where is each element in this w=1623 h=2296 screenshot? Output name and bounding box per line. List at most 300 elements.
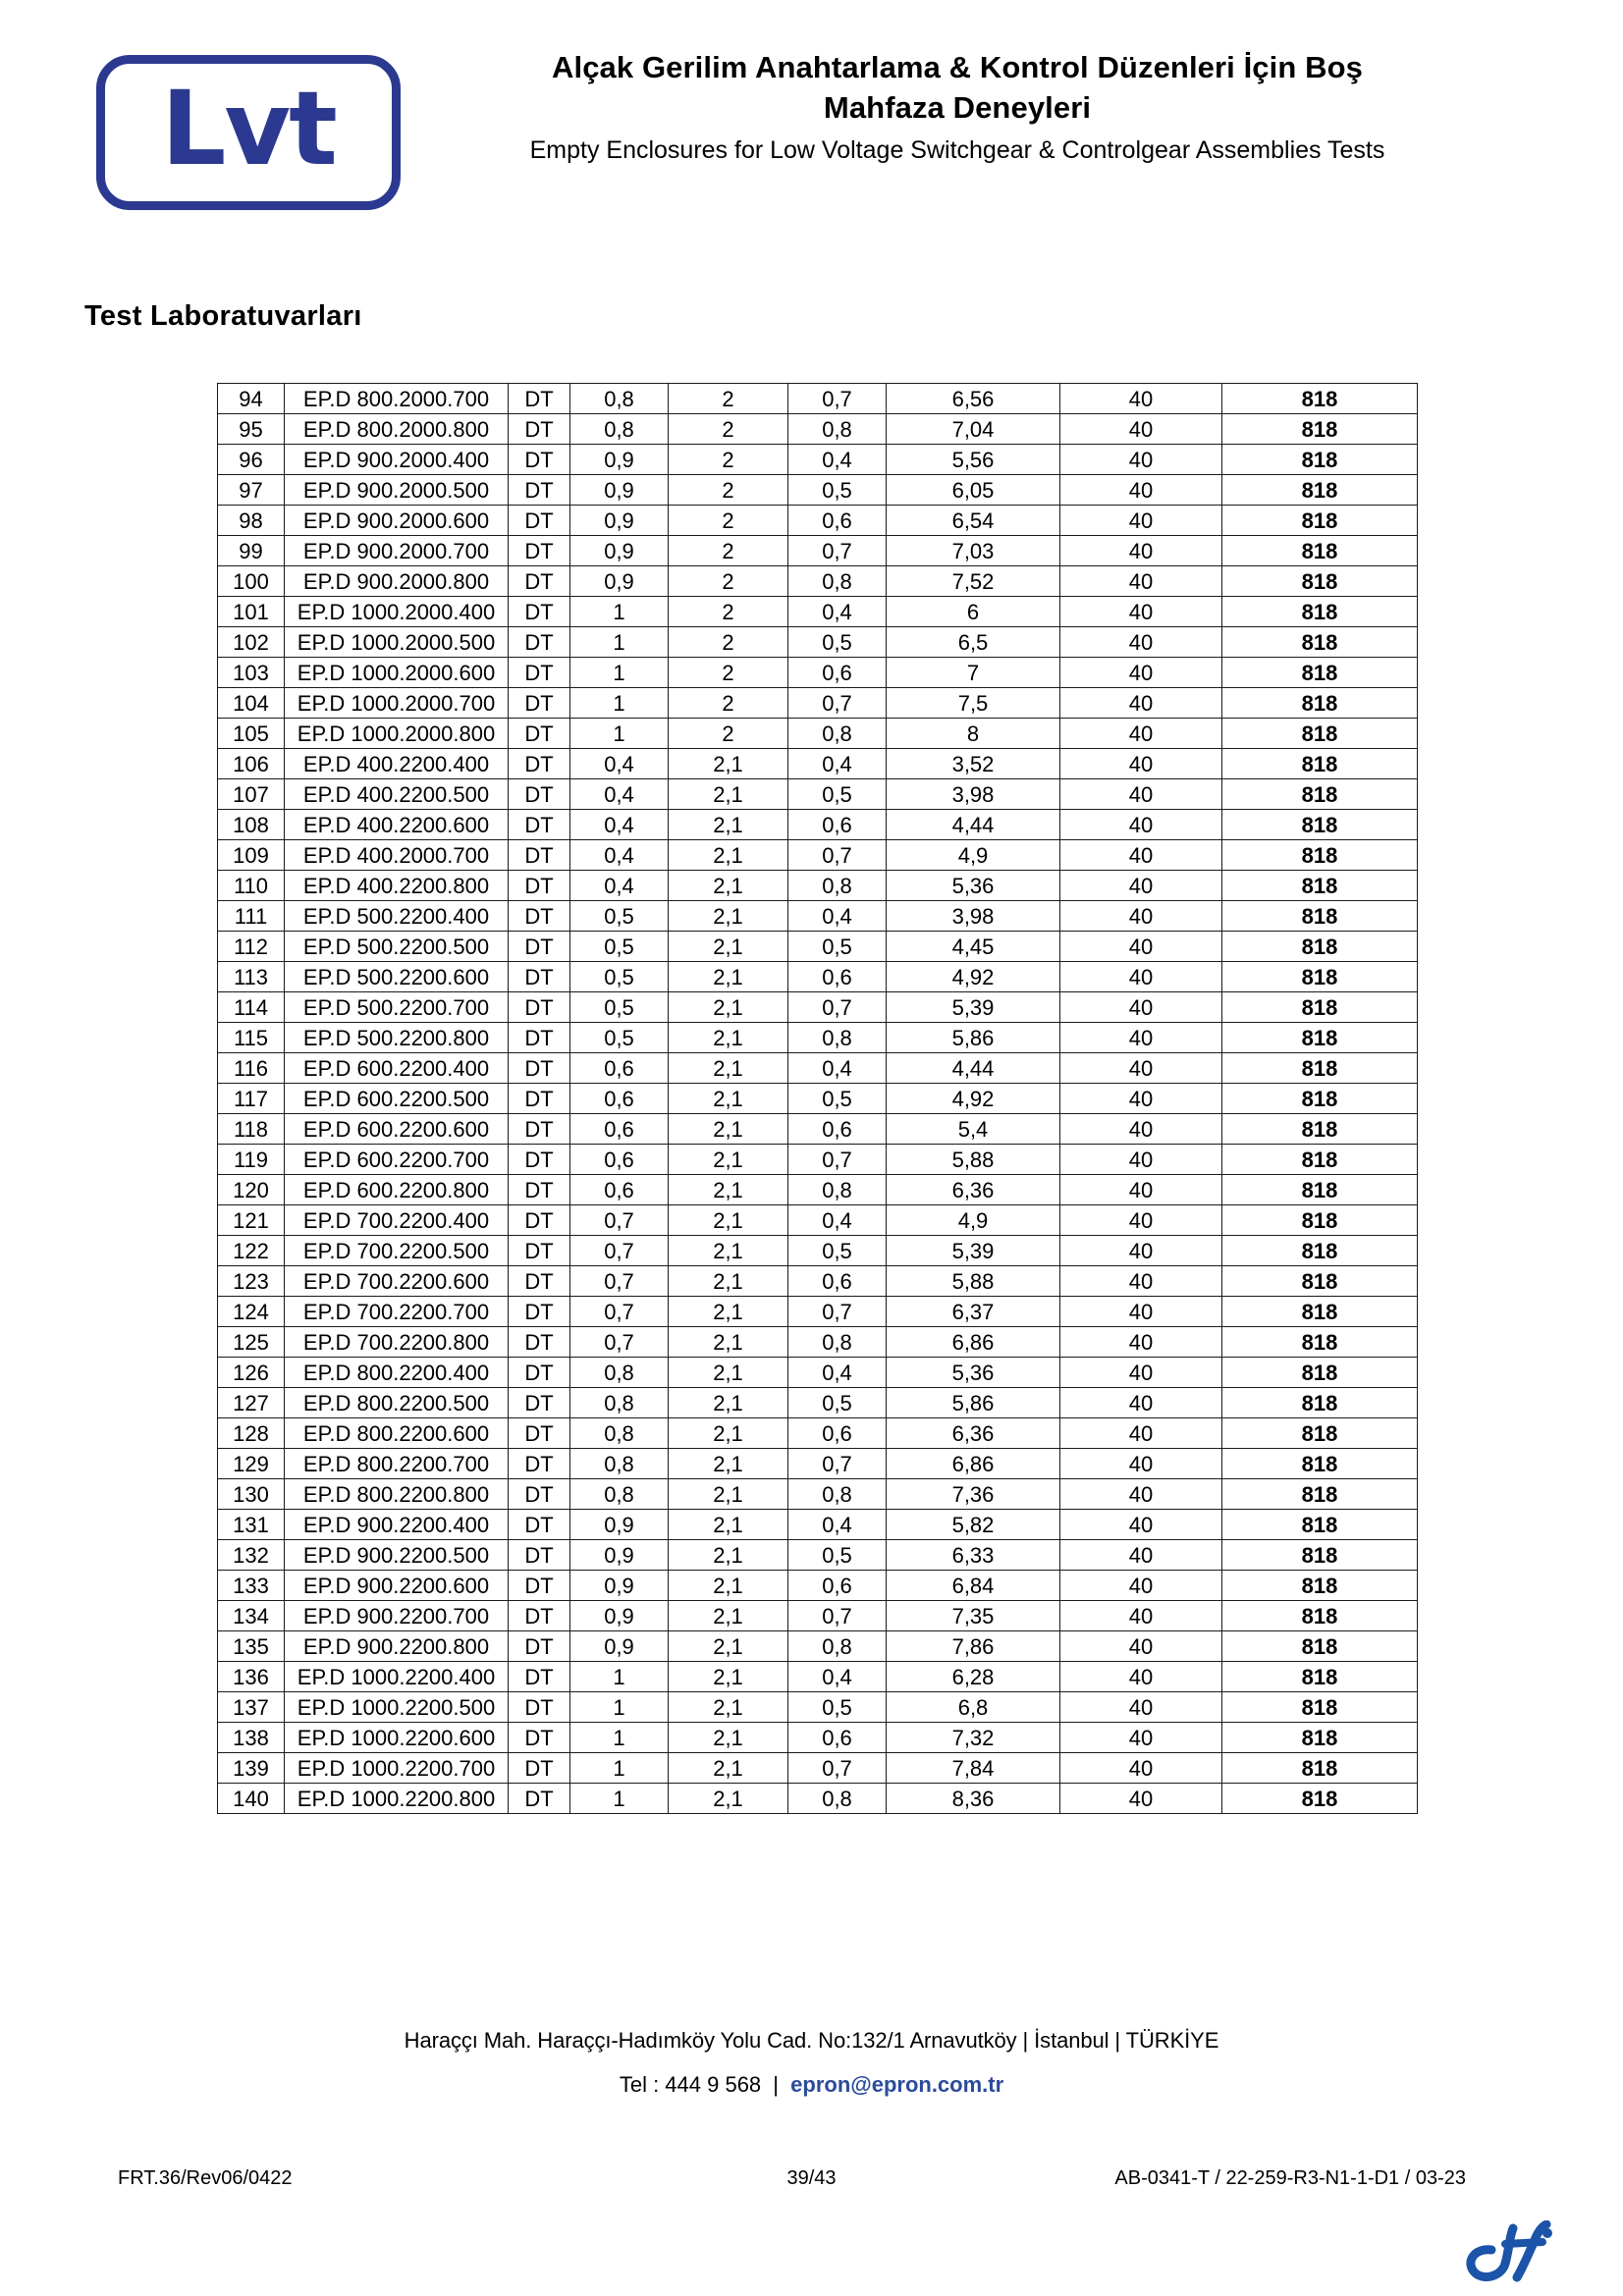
- surface-area: 6,28: [887, 1662, 1060, 1692]
- test-result: 818: [1222, 1571, 1418, 1601]
- mass-kg: 40: [1060, 901, 1222, 932]
- height-m: 2,1: [669, 1510, 788, 1540]
- height-m: 2,1: [669, 1479, 788, 1510]
- width-m: 0,9: [570, 566, 669, 597]
- surface-area: 6,54: [887, 506, 1060, 536]
- product-code: EP.D 1000.2200.700: [285, 1753, 509, 1784]
- table-row: [218, 597, 1418, 627]
- depth-m: 0,4: [788, 1358, 887, 1388]
- surface-area: 4,9: [887, 1205, 1060, 1236]
- test-result: 818: [1222, 901, 1418, 932]
- test-type: DT: [509, 1358, 570, 1388]
- test-type: DT: [509, 1418, 570, 1449]
- test-result: 818: [1222, 1114, 1418, 1145]
- product-code: EP.D 1000.2000.400: [285, 597, 509, 627]
- width-m: 0,4: [570, 749, 669, 779]
- test-type: DT: [509, 1175, 570, 1205]
- width-m: 0,7: [570, 1205, 669, 1236]
- product-code: EP.D 500.2200.500: [285, 932, 509, 962]
- test-result: 818: [1222, 566, 1418, 597]
- surface-area: 6,05: [887, 475, 1060, 506]
- width-m: 0,8: [570, 1388, 669, 1418]
- row-number: 107: [218, 779, 285, 810]
- mass-kg: 40: [1060, 962, 1222, 992]
- width-m: 0,5: [570, 1023, 669, 1053]
- test-type: DT: [509, 901, 570, 932]
- test-type: DT: [509, 1266, 570, 1297]
- row-number: 133: [218, 1571, 285, 1601]
- test-type: DT: [509, 658, 570, 688]
- depth-m: 0,4: [788, 1205, 887, 1236]
- contact-separator: |: [773, 2072, 780, 2097]
- height-m: 2,1: [669, 1266, 788, 1297]
- surface-area: 6,8: [887, 1692, 1060, 1723]
- table-row: [218, 779, 1418, 810]
- product-code: EP.D 900.2000.400: [285, 445, 509, 475]
- depth-m: 0,5: [788, 779, 887, 810]
- surface-area: 5,86: [887, 1388, 1060, 1418]
- surface-area: 4,44: [887, 1053, 1060, 1084]
- depth-m: 0,8: [788, 871, 887, 901]
- height-m: 2,1: [669, 1388, 788, 1418]
- mass-kg: 40: [1060, 1601, 1222, 1631]
- contact-tel: Tel : 444 9 568: [619, 2072, 762, 2097]
- product-code: EP.D 500.2200.800: [285, 1023, 509, 1053]
- test-type: DT: [509, 1510, 570, 1540]
- row-number: 119: [218, 1145, 285, 1175]
- product-code: EP.D 900.2200.500: [285, 1540, 509, 1571]
- depth-m: 0,6: [788, 658, 887, 688]
- product-code: EP.D 1000.2000.500: [285, 627, 509, 658]
- mass-kg: 40: [1060, 779, 1222, 810]
- test-result: 818: [1222, 1753, 1418, 1784]
- test-type: DT: [509, 384, 570, 414]
- mass-kg: 40: [1060, 1753, 1222, 1784]
- table-row: [218, 1540, 1418, 1571]
- product-code: EP.D 700.2200.600: [285, 1266, 509, 1297]
- test-result: 818: [1222, 1266, 1418, 1297]
- test-result: 818: [1222, 932, 1418, 962]
- depth-m: 0,5: [788, 1084, 887, 1114]
- depth-m: 0,8: [788, 719, 887, 749]
- mass-kg: 40: [1060, 719, 1222, 749]
- width-m: 0,8: [570, 414, 669, 445]
- test-result: 818: [1222, 1662, 1418, 1692]
- surface-area: 3,52: [887, 749, 1060, 779]
- height-m: 2,1: [669, 779, 788, 810]
- row-number: 126: [218, 1358, 285, 1388]
- surface-area: 5,39: [887, 1236, 1060, 1266]
- surface-area: 4,9: [887, 840, 1060, 871]
- surface-area: 5,36: [887, 1358, 1060, 1388]
- table-body: [218, 384, 1418, 1814]
- test-type: DT: [509, 1084, 570, 1114]
- mass-kg: 40: [1060, 1114, 1222, 1145]
- height-m: 2,1: [669, 840, 788, 871]
- test-type: DT: [509, 779, 570, 810]
- height-m: 2: [669, 384, 788, 414]
- row-number: 117: [218, 1084, 285, 1114]
- test-result: 818: [1222, 1388, 1418, 1418]
- depth-m: 0,4: [788, 445, 887, 475]
- table-row: [218, 1753, 1418, 1784]
- footer-report-code: AB-0341-T / 22-259-R3-N1-1-D1 / 03-23: [1114, 2167, 1466, 2189]
- depth-m: 0,5: [788, 1540, 887, 1571]
- width-m: 0,9: [570, 1631, 669, 1662]
- width-m: 0,6: [570, 1114, 669, 1145]
- row-number: 127: [218, 1388, 285, 1418]
- width-m: 0,4: [570, 871, 669, 901]
- row-number: 99: [218, 536, 285, 566]
- width-m: 0,5: [570, 992, 669, 1023]
- depth-m: 0,4: [788, 1510, 887, 1540]
- product-code: EP.D 800.2200.400: [285, 1358, 509, 1388]
- test-type: DT: [509, 414, 570, 445]
- test-type: DT: [509, 810, 570, 840]
- width-m: 1: [570, 1753, 669, 1784]
- row-number: 130: [218, 1479, 285, 1510]
- product-code: EP.D 400.2200.600: [285, 810, 509, 840]
- table-row: [218, 1084, 1418, 1114]
- mass-kg: 40: [1060, 810, 1222, 840]
- depth-m: 0,5: [788, 1692, 887, 1723]
- product-code: EP.D 500.2200.400: [285, 901, 509, 932]
- width-m: 0,6: [570, 1145, 669, 1175]
- product-code: EP.D 800.2000.800: [285, 414, 509, 445]
- product-code: EP.D 900.2000.500: [285, 475, 509, 506]
- width-m: 0,9: [570, 475, 669, 506]
- row-number: 106: [218, 749, 285, 779]
- product-code: EP.D 700.2200.400: [285, 1205, 509, 1236]
- height-m: 2,1: [669, 1601, 788, 1631]
- surface-area: 6,5: [887, 627, 1060, 658]
- product-code: EP.D 600.2200.500: [285, 1084, 509, 1114]
- title-block: [432, 47, 1483, 168]
- height-m: 2,1: [669, 1784, 788, 1814]
- table-row: [218, 1418, 1418, 1449]
- row-number: 114: [218, 992, 285, 1023]
- height-m: 2,1: [669, 901, 788, 932]
- height-m: 2,1: [669, 1236, 788, 1266]
- product-code: EP.D 900.2000.700: [285, 536, 509, 566]
- test-result: 818: [1222, 597, 1418, 627]
- lvt-logo: [96, 55, 401, 210]
- product-code: EP.D 700.2200.700: [285, 1297, 509, 1327]
- width-m: 0,6: [570, 1175, 669, 1205]
- test-result: 818: [1222, 1479, 1418, 1510]
- table-row: [218, 1053, 1418, 1084]
- test-type: DT: [509, 475, 570, 506]
- test-result: 818: [1222, 1631, 1418, 1662]
- depth-m: 0,7: [788, 1601, 887, 1631]
- depth-m: 0,6: [788, 810, 887, 840]
- test-result: 818: [1222, 1023, 1418, 1053]
- depth-m: 0,8: [788, 414, 887, 445]
- width-m: 0,7: [570, 1297, 669, 1327]
- footer-page-number: 39/43: [786, 2167, 837, 2189]
- surface-area: 7,36: [887, 1479, 1060, 1510]
- test-result: 818: [1222, 536, 1418, 566]
- mass-kg: 40: [1060, 992, 1222, 1023]
- width-m: 0,8: [570, 1479, 669, 1510]
- table-row: [218, 536, 1418, 566]
- height-m: 2,1: [669, 1084, 788, 1114]
- test-type: DT: [509, 1631, 570, 1662]
- row-number: 135: [218, 1631, 285, 1662]
- width-m: 0,9: [570, 445, 669, 475]
- mass-kg: 40: [1060, 445, 1222, 475]
- mass-kg: 40: [1060, 627, 1222, 658]
- depth-m: 0,4: [788, 1053, 887, 1084]
- table-row: [218, 414, 1418, 445]
- surface-area: 8: [887, 719, 1060, 749]
- page-footer: [0, 2167, 1623, 2207]
- product-code: EP.D 500.2200.700: [285, 992, 509, 1023]
- depth-m: 0,6: [788, 1418, 887, 1449]
- width-m: 1: [570, 597, 669, 627]
- table-row: [218, 1449, 1418, 1479]
- test-type: DT: [509, 840, 570, 871]
- table-row: [218, 1297, 1418, 1327]
- height-m: 2: [669, 536, 788, 566]
- height-m: 2,1: [669, 810, 788, 840]
- test-result: 818: [1222, 1692, 1418, 1723]
- dt-logo-dot: [1542, 2228, 1552, 2238]
- row-number: 116: [218, 1053, 285, 1084]
- test-type: DT: [509, 1297, 570, 1327]
- depth-m: 0,5: [788, 932, 887, 962]
- surface-area: 7,03: [887, 536, 1060, 566]
- product-code: EP.D 900.2200.700: [285, 1601, 509, 1631]
- mass-kg: 40: [1060, 1084, 1222, 1114]
- test-result: 818: [1222, 627, 1418, 658]
- table-row: [218, 566, 1418, 597]
- mass-kg: 40: [1060, 932, 1222, 962]
- test-type: DT: [509, 1540, 570, 1571]
- row-number: 122: [218, 1236, 285, 1266]
- document-title-line-1: Alçak Gerilim Anahtarlama & Kontrol Düzenleri İçin Boş: [552, 50, 1363, 84]
- depth-m: 0,7: [788, 536, 887, 566]
- test-result: 818: [1222, 749, 1418, 779]
- test-type: DT: [509, 1053, 570, 1084]
- table-row: [218, 658, 1418, 688]
- table-row: [218, 475, 1418, 506]
- mass-kg: 40: [1060, 1571, 1222, 1601]
- row-number: 134: [218, 1601, 285, 1631]
- row-number: 111: [218, 901, 285, 932]
- height-m: 2,1: [669, 1692, 788, 1723]
- test-type: DT: [509, 506, 570, 536]
- height-m: 2: [669, 597, 788, 627]
- row-number: 131: [218, 1510, 285, 1540]
- height-m: 2,1: [669, 1571, 788, 1601]
- mass-kg: 40: [1060, 414, 1222, 445]
- row-number: 123: [218, 1266, 285, 1297]
- height-m: 2,1: [669, 1662, 788, 1692]
- height-m: 2,1: [669, 1114, 788, 1145]
- width-m: 1: [570, 658, 669, 688]
- test-type: DT: [509, 1571, 570, 1601]
- row-number: 121: [218, 1205, 285, 1236]
- depth-m: 0,4: [788, 749, 887, 779]
- mass-kg: 40: [1060, 749, 1222, 779]
- table-row: [218, 962, 1418, 992]
- test-result: 818: [1222, 1236, 1418, 1266]
- table-row: [218, 840, 1418, 871]
- mass-kg: 40: [1060, 1631, 1222, 1662]
- test-type: DT: [509, 1601, 570, 1631]
- surface-area: 6,37: [887, 1297, 1060, 1327]
- depth-m: 0,8: [788, 566, 887, 597]
- mass-kg: 40: [1060, 1723, 1222, 1753]
- product-code: EP.D 600.2200.800: [285, 1175, 509, 1205]
- surface-area: 4,44: [887, 810, 1060, 840]
- surface-area: 6,56: [887, 384, 1060, 414]
- height-m: 2,1: [669, 1753, 788, 1784]
- row-number: 96: [218, 445, 285, 475]
- test-result: 818: [1222, 506, 1418, 536]
- depth-m: 0,7: [788, 992, 887, 1023]
- surface-area: 5,88: [887, 1145, 1060, 1175]
- test-result: 818: [1222, 1418, 1418, 1449]
- test-type: DT: [509, 1205, 570, 1236]
- width-m: 1: [570, 1784, 669, 1814]
- height-m: 2: [669, 475, 788, 506]
- row-number: 97: [218, 475, 285, 506]
- product-code: EP.D 800.2200.800: [285, 1479, 509, 1510]
- product-code: EP.D 700.2200.500: [285, 1236, 509, 1266]
- surface-area: 7,32: [887, 1723, 1060, 1753]
- product-code: EP.D 500.2200.600: [285, 962, 509, 992]
- height-m: 2,1: [669, 1631, 788, 1662]
- width-m: 0,5: [570, 962, 669, 992]
- mass-kg: 40: [1060, 1692, 1222, 1723]
- surface-area: 6,33: [887, 1540, 1060, 1571]
- mass-kg: 40: [1060, 384, 1222, 414]
- mass-kg: 40: [1060, 840, 1222, 871]
- height-m: 2,1: [669, 1145, 788, 1175]
- table-row: [218, 1236, 1418, 1266]
- test-type: DT: [509, 1692, 570, 1723]
- depth-m: 0,7: [788, 384, 887, 414]
- height-m: 2: [669, 658, 788, 688]
- product-code: EP.D 800.2200.600: [285, 1418, 509, 1449]
- test-type: DT: [509, 627, 570, 658]
- surface-area: 6: [887, 597, 1060, 627]
- test-result: 818: [1222, 962, 1418, 992]
- depth-m: 0,8: [788, 1175, 887, 1205]
- surface-area: 7,84: [887, 1753, 1060, 1784]
- contact-email-link[interactable]: epron@epron.com.tr: [790, 2072, 1004, 2097]
- table-row: [218, 749, 1418, 779]
- surface-area: 3,98: [887, 779, 1060, 810]
- table-row: [218, 1114, 1418, 1145]
- row-number: 104: [218, 688, 285, 719]
- depth-m: 0,5: [788, 627, 887, 658]
- test-type: DT: [509, 1388, 570, 1418]
- product-code: EP.D 900.2000.600: [285, 506, 509, 536]
- width-m: 0,4: [570, 779, 669, 810]
- depth-m: 0,8: [788, 1023, 887, 1053]
- test-type: DT: [509, 1753, 570, 1784]
- width-m: 0,9: [570, 506, 669, 536]
- width-m: 0,5: [570, 932, 669, 962]
- product-code: EP.D 400.2200.800: [285, 871, 509, 901]
- depth-m: 0,4: [788, 1662, 887, 1692]
- surface-area: 7,52: [887, 566, 1060, 597]
- test-result: 818: [1222, 1145, 1418, 1175]
- test-type: DT: [509, 536, 570, 566]
- depth-m: 0,6: [788, 1571, 887, 1601]
- mass-kg: 40: [1060, 688, 1222, 719]
- mass-kg: 40: [1060, 1023, 1222, 1053]
- height-m: 2,1: [669, 1449, 788, 1479]
- width-m: 0,9: [570, 1601, 669, 1631]
- test-type: DT: [509, 1662, 570, 1692]
- mass-kg: 40: [1060, 475, 1222, 506]
- row-number: 138: [218, 1723, 285, 1753]
- mass-kg: 40: [1060, 566, 1222, 597]
- surface-area: 6,86: [887, 1327, 1060, 1358]
- mass-kg: 40: [1060, 536, 1222, 566]
- row-number: 102: [218, 627, 285, 658]
- surface-area: 7: [887, 658, 1060, 688]
- test-result: 818: [1222, 871, 1418, 901]
- test-result: 818: [1222, 1510, 1418, 1540]
- test-type: DT: [509, 1479, 570, 1510]
- contact-phone-line: [0, 2068, 1623, 2101]
- product-code: EP.D 900.2200.600: [285, 1571, 509, 1601]
- test-result: 818: [1222, 1540, 1418, 1571]
- test-result: 818: [1222, 1327, 1418, 1358]
- height-m: 2,1: [669, 932, 788, 962]
- test-type: DT: [509, 932, 570, 962]
- depth-m: 0,7: [788, 1297, 887, 1327]
- product-code: EP.D 1000.2200.600: [285, 1723, 509, 1753]
- height-m: 2,1: [669, 1418, 788, 1449]
- depth-m: 0,7: [788, 1145, 887, 1175]
- height-m: 2,1: [669, 1358, 788, 1388]
- row-number: 136: [218, 1662, 285, 1692]
- table-row: [218, 810, 1418, 840]
- height-m: 2,1: [669, 1327, 788, 1358]
- mass-kg: 40: [1060, 658, 1222, 688]
- test-type: DT: [509, 1327, 570, 1358]
- laboratory-name: Test Laboratuvarları: [84, 300, 362, 332]
- test-type: DT: [509, 719, 570, 749]
- surface-area: 5,82: [887, 1510, 1060, 1540]
- test-type: DT: [509, 871, 570, 901]
- width-m: 0,9: [570, 536, 669, 566]
- height-m: 2: [669, 414, 788, 445]
- height-m: 2,1: [669, 1723, 788, 1753]
- height-m: 2,1: [669, 1205, 788, 1236]
- height-m: 2,1: [669, 962, 788, 992]
- row-number: 100: [218, 566, 285, 597]
- depth-m: 0,6: [788, 1114, 887, 1145]
- height-m: 2: [669, 445, 788, 475]
- mass-kg: 40: [1060, 1145, 1222, 1175]
- mass-kg: 40: [1060, 1540, 1222, 1571]
- mass-kg: 40: [1060, 1327, 1222, 1358]
- table-row: [218, 1358, 1418, 1388]
- width-m: 0,8: [570, 384, 669, 414]
- test-type: DT: [509, 566, 570, 597]
- surface-area: 7,86: [887, 1631, 1060, 1662]
- surface-area: 4,45: [887, 932, 1060, 962]
- enclosure-test-table-container: [217, 383, 1417, 1814]
- product-code: EP.D 600.2200.600: [285, 1114, 509, 1145]
